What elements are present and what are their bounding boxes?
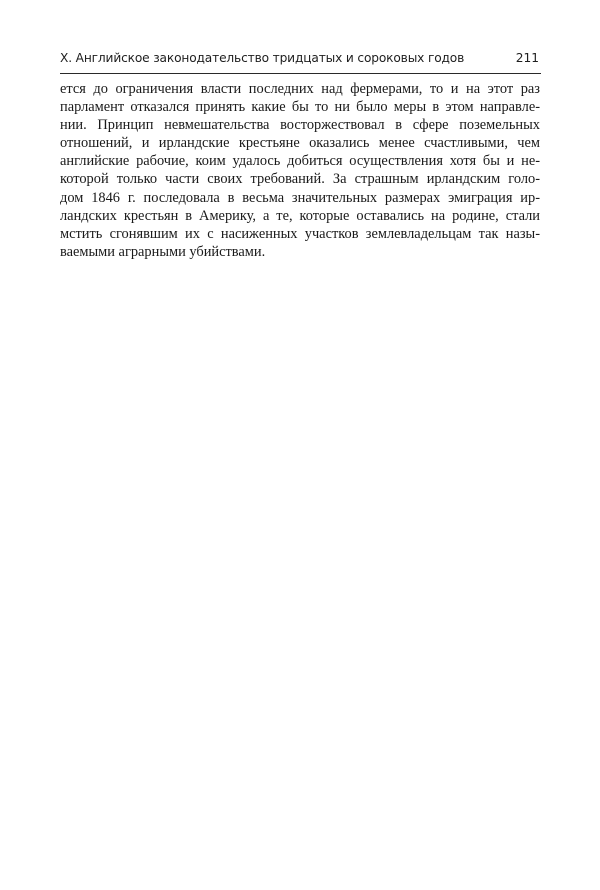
body-paragraph bbox=[60, 80, 540, 261]
text-line: дом 1846 г. последовала в весьма значительных размерах эмиграция ир- bbox=[60, 189, 540, 206]
text-line: которой только части своих требований. За страшным ирландским голо- bbox=[60, 171, 540, 188]
text-line: парламент отказался принять какие бы то ни было меры в этом направле- bbox=[60, 99, 540, 116]
page-number: 211 bbox=[515, 51, 539, 65]
text-line: мстить сгонявшим их с насиженных участков землевладельцам так назы- bbox=[60, 225, 540, 242]
text-line: нии. Принцип невмешательства восторжествовал в сфере поземельных bbox=[60, 117, 540, 134]
text-line: отношений, и ирландские крестьяне оказались менее счастливыми, чем bbox=[60, 135, 540, 152]
text-line: ется до ограничения власти последних над фермерами, то и на этот раз bbox=[60, 81, 540, 97]
text-line: ваемыми аграрными убийствами. bbox=[60, 243, 266, 260]
text-line: ландских крестьян в Америку, а те, которые оставались на родине, стали bbox=[60, 207, 540, 224]
text-line: английские рабочие, коим удалось добиться осуществления хотя бы и не- bbox=[60, 153, 540, 170]
chapter-title: X. Английское законодательство тридцатых и сороковых годов bbox=[60, 51, 465, 65]
running-header bbox=[60, 51, 541, 74]
